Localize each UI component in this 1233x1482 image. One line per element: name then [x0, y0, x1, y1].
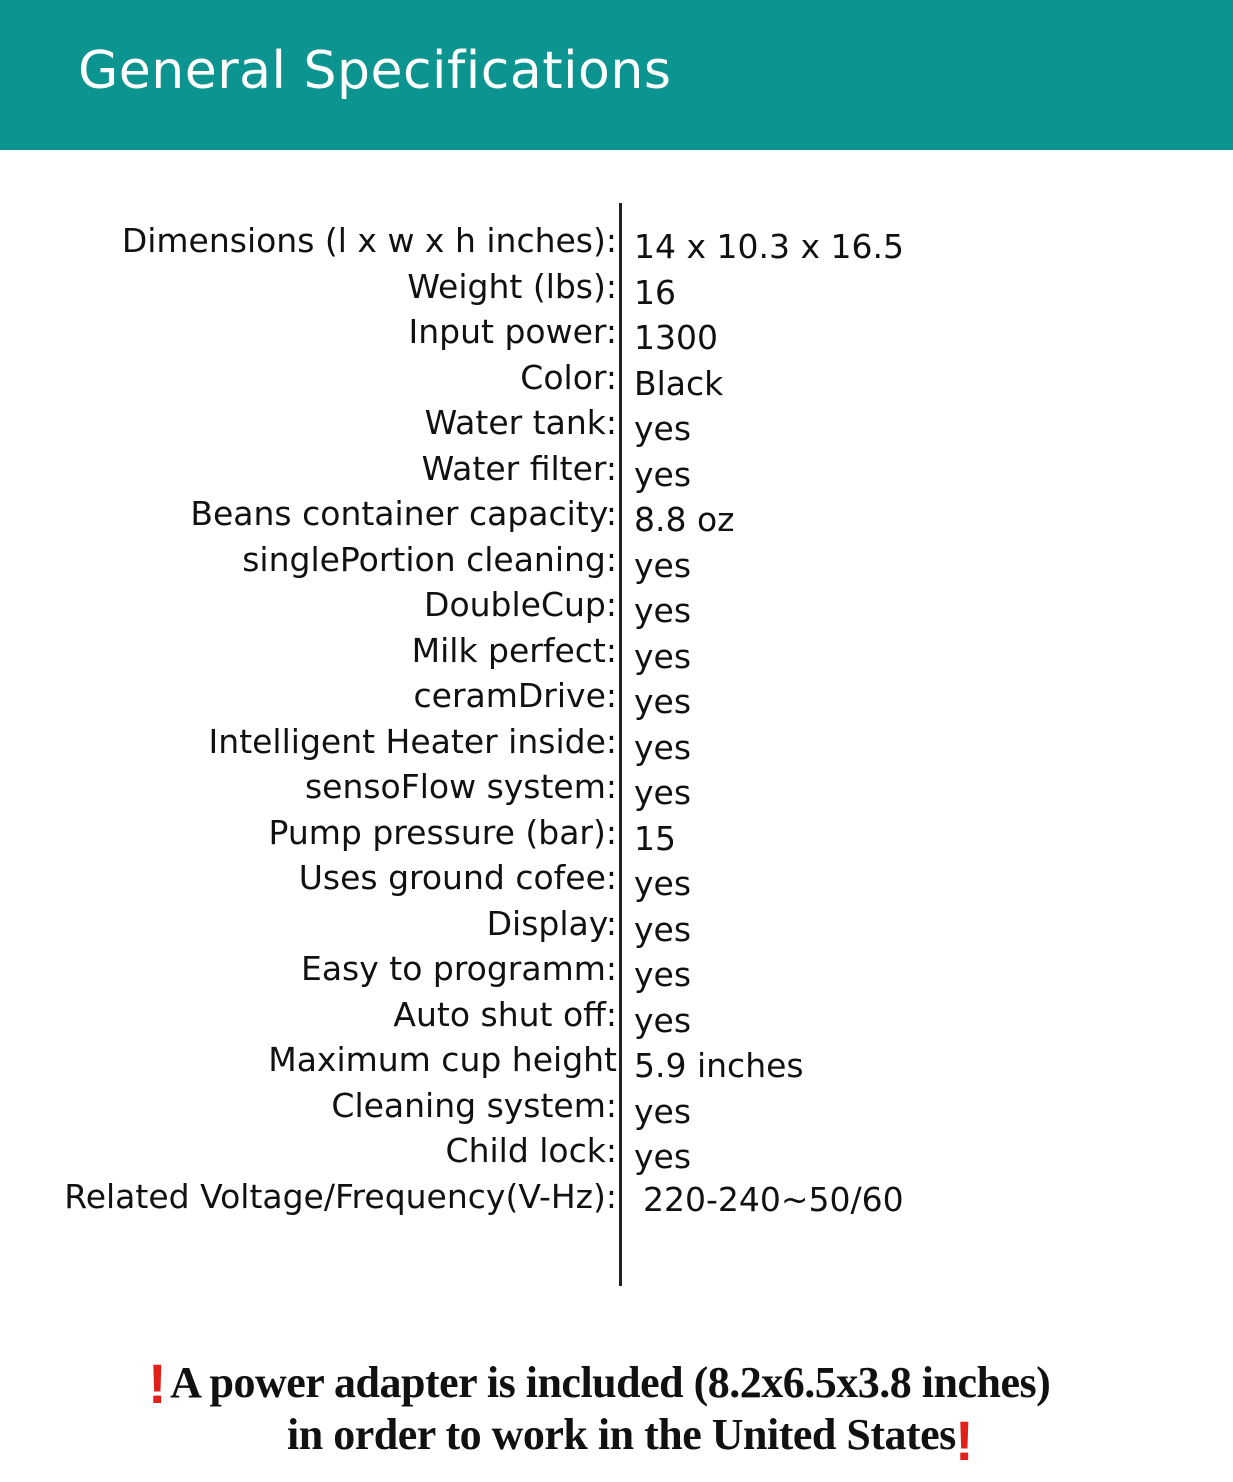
spec-row [0, 946, 1233, 992]
spec-row [0, 446, 1233, 492]
spec-value: 1300 [634, 318, 718, 357]
spec-value: yes [634, 727, 692, 767]
spec-label: Display: [486, 903, 617, 943]
spec-value: yes [634, 454, 692, 494]
spec-row [0, 764, 1233, 810]
spec-row [0, 1174, 1233, 1220]
spec-label: Intelligent Heater inside: [208, 721, 617, 761]
spec-label: Related Voltage/Frequency(V-Hz): [64, 1176, 617, 1216]
spec-label: Milk perfect: [411, 630, 617, 670]
spec-label: Weight (lbs): [407, 266, 617, 306]
spec-label: Child lock: [445, 1131, 617, 1170]
spec-row [0, 1037, 1233, 1083]
spec-row [0, 673, 1233, 719]
spec-row [0, 400, 1233, 446]
spec-value: yes [634, 545, 692, 585]
spec-value: 220-240~50/60 [643, 1179, 904, 1219]
spec-value: 8.8 oz [634, 500, 735, 539]
notice-text-2: in order to work in the United States [287, 1410, 956, 1459]
spec-label: Beans container capacity: [190, 494, 617, 533]
spec-label: DoubleCup: [424, 585, 617, 624]
notice-line-2 [287, 1410, 956, 1460]
spec-value: 14 x 10.3 x 16.5 [634, 227, 904, 266]
spec-value: yes [634, 909, 692, 949]
exclamation-icon: ! [148, 1352, 167, 1415]
spec-label: Dimensions (l x w x h inches): [121, 221, 617, 260]
header-banner [0, 0, 1233, 150]
spec-value: yes [634, 1091, 692, 1131]
spec-value: yes [634, 955, 692, 994]
spec-value: yes [634, 636, 692, 676]
spec-value: yes [634, 1137, 692, 1176]
notice-text-1: A power adapter is included (8.2x6.5x3.8 inches) [170, 1358, 1051, 1407]
spec-value: yes [634, 1000, 692, 1040]
spec-table [0, 218, 1233, 1219]
spec-row [0, 901, 1233, 947]
spec-row [0, 1128, 1233, 1174]
spec-row [0, 628, 1233, 674]
page-title: General Specifications [78, 41, 672, 101]
spec-row [0, 537, 1233, 583]
spec-row [0, 582, 1233, 628]
spec-row [0, 992, 1233, 1038]
spec-label: Water filter: [421, 448, 617, 488]
spec-label: Uses ground cofee: [298, 858, 617, 897]
spec-label: Maximum cup height [268, 1040, 617, 1079]
spec-row [0, 355, 1233, 401]
spec-label: Water tank: [424, 403, 617, 442]
spec-label: Input power: [408, 312, 617, 351]
spec-label: Cleaning system: [331, 1085, 617, 1125]
spec-row [0, 309, 1233, 355]
spec-value: 16 [634, 272, 676, 312]
spec-row [0, 719, 1233, 765]
spec-value: yes [634, 773, 692, 812]
spec-row [0, 264, 1233, 310]
spec-label: Color: [520, 357, 617, 397]
notice-line-1 [148, 1352, 1051, 1415]
spec-value: yes [634, 864, 692, 903]
spec-label: singlePortion cleaning: [242, 539, 617, 579]
spec-value: Black [634, 363, 724, 403]
spec-label: sensoFlow system: [304, 767, 617, 806]
spec-row [0, 218, 1233, 264]
spec-row [0, 855, 1233, 901]
spec-row [0, 1083, 1233, 1129]
spec-value: 5.9 inches [634, 1046, 804, 1085]
spec-label: ceramDrive: [413, 676, 617, 715]
spec-label: Auto shut off: [393, 994, 617, 1034]
spec-value: yes [634, 591, 692, 630]
spec-label: Easy to programm: [300, 949, 617, 988]
spec-value: 15 [634, 818, 676, 858]
spec-row [0, 491, 1233, 537]
exclamation-icon: ! [955, 1409, 974, 1472]
spec-value: yes [634, 409, 692, 448]
spec-row [0, 810, 1233, 856]
spec-label: Pump pressure (bar): [268, 812, 617, 852]
spec-value: yes [634, 682, 692, 721]
